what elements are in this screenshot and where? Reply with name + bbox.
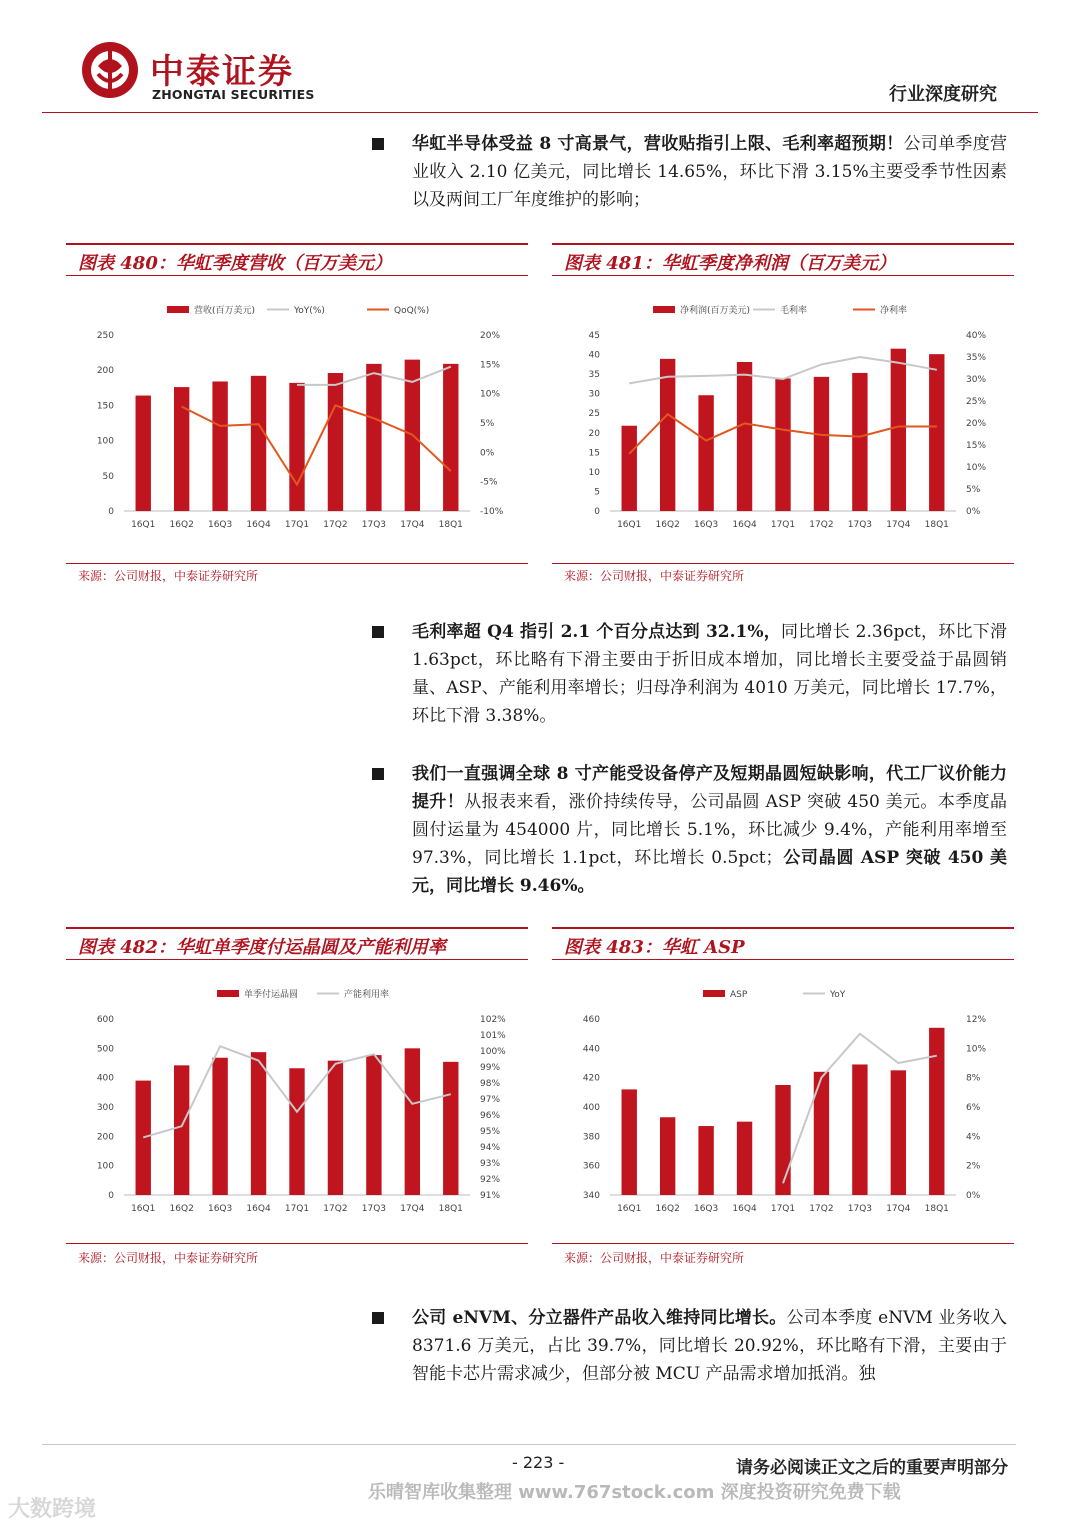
y-tick-label: 15 (588, 448, 600, 459)
chart-483-plot (552, 969, 1014, 1254)
y2-tick-label: 93% (480, 1159, 501, 1169)
bar (289, 383, 304, 511)
chart-title-divider (552, 275, 1014, 276)
y2-tick-label: 10% (966, 1044, 987, 1055)
legend-label: YoY (830, 990, 846, 1000)
y-tick-label: 460 (582, 1015, 600, 1025)
y-tick-label: 5 (594, 487, 600, 498)
y2-tick-label: 10% (480, 389, 501, 400)
y2-tick-label: 95% (480, 1127, 501, 1137)
x-tick-label: 17Q2 (809, 1204, 834, 1214)
bar (251, 376, 266, 511)
y2-tick-label: 15% (966, 441, 987, 451)
x-tick-label: 16Q3 (693, 520, 719, 530)
y2-tick-label: 25% (966, 397, 987, 407)
y2-tick-label: -5% (480, 477, 498, 488)
x-tick-label: 16Q2 (169, 520, 194, 530)
bar (929, 354, 944, 511)
para-bold: 我们一直强调全球 8 寸产能受设备停产及短期晶圆短缺影响，代工厂议价能力提升！ (412, 764, 1007, 812)
bar (443, 1062, 458, 1195)
y-tick-label: 200 (96, 1132, 114, 1143)
x-tick-label: 16Q1 (617, 520, 642, 530)
bar (775, 378, 790, 511)
bar (775, 1085, 790, 1195)
y2-tick-label: 0% (966, 1191, 981, 1201)
bar (737, 1122, 752, 1195)
x-tick-label: 17Q1 (770, 1204, 796, 1214)
y2-tick-label: 97% (480, 1095, 501, 1105)
bullet-icon (372, 138, 384, 150)
chart-482-plot (66, 969, 528, 1254)
bar (212, 381, 227, 511)
page-number: - 223 - (512, 1453, 565, 1472)
x-tick-label: 17Q1 (284, 1204, 310, 1214)
y2-tick-label: 5% (480, 419, 495, 429)
bullet-icon (372, 626, 384, 638)
legend-label: YoY(%) (294, 306, 325, 316)
y2-tick-label: 30% (966, 375, 987, 385)
y2-tick-label: 8% (966, 1073, 981, 1084)
y-tick-label: 300 (96, 1103, 114, 1113)
y-tick-label: 420 (582, 1073, 600, 1084)
bar (136, 1081, 151, 1195)
bar (698, 1126, 713, 1195)
bullet-icon (372, 768, 384, 780)
y-tick-label: 150 (96, 401, 114, 412)
x-tick-label: 18Q1 (438, 520, 463, 530)
x-tick-label: 18Q1 (924, 520, 949, 530)
y-tick-label: 500 (96, 1044, 114, 1055)
bar (136, 396, 151, 511)
legend-label: QoQ(%) (394, 306, 430, 316)
bar (622, 1089, 637, 1195)
y2-tick-label: 96% (480, 1111, 501, 1121)
company-name-cn: 中泰证券 (150, 52, 294, 92)
chart-482 (66, 927, 528, 1274)
x-tick-label: 17Q4 (400, 520, 425, 530)
x-tick-label: 18Q1 (924, 1204, 949, 1214)
bullet-icon (372, 1312, 384, 1324)
y2-tick-label: 15% (480, 360, 501, 371)
x-tick-label: 16Q4 (246, 1204, 271, 1214)
para-text: 公司单季度营业收入 2.10 亿美元，同比增长 14.65%，环比下滑 3.15%主要受季节性因素以及两间工厂年度维护的影响； (412, 134, 1008, 210)
para-text: 从报表来看，涨价持续传导，公司晶圆 ASP 突破 450 美元。本季度晶圆付运量为 454000 片，同比增长 5.1%，环比减少 9.4%，产能利用率增至 97.3%，同比增长 1.1pct，环比增长 0.5pct； (412, 792, 1007, 868)
bottom-logo: 大数跨境 (8, 1497, 97, 1522)
y2-tick-label: 12% (966, 1015, 987, 1025)
chart-title: 图表 481：华虹季度净利润（百万美元） (564, 253, 896, 274)
x-tick-label: 17Q1 (770, 520, 796, 530)
x-tick-label: 16Q1 (131, 1204, 156, 1214)
y-tick-label: 25 (588, 409, 600, 420)
bar (660, 1117, 675, 1195)
x-tick-label: 18Q1 (438, 1204, 463, 1214)
y2-tick-label: 98% (480, 1079, 501, 1089)
x-tick-label: 17Q3 (361, 1204, 387, 1214)
zhongtai-logo-icon (80, 40, 140, 100)
x-tick-label: 17Q3 (361, 520, 387, 530)
bar (891, 349, 906, 511)
bar (366, 364, 381, 511)
legend-label: ASP (730, 990, 748, 1000)
chart-source-divider (552, 1243, 1014, 1244)
legend-swatch-bar (217, 990, 239, 997)
chart-source: 来源：公司财报，中泰证券研究所 (564, 569, 745, 583)
x-tick-label: 16Q1 (617, 1204, 642, 1214)
y2-tick-label: 92% (480, 1175, 501, 1185)
y2-tick-label: 94% (480, 1143, 501, 1153)
bar (328, 373, 343, 511)
chart-title: 图表 480：华虹季度营收（百万美元） (78, 253, 392, 274)
disclaimer-note: 请务必阅读正文之后的重要声明部分 (736, 1458, 1008, 1478)
y-tick-label: 0 (108, 1191, 114, 1201)
y-tick-label: 45 (588, 331, 600, 341)
y-tick-label: 600 (96, 1015, 114, 1025)
chart-title: 图表 483：华虹 ASP (564, 937, 745, 958)
bar (289, 1068, 304, 1195)
para-bold: 华虹半导体受益 8 寸高景气，营收贴指引上限、毛利率超预期！ (412, 134, 904, 154)
y-tick-label: 30 (588, 389, 600, 400)
legend-swatch-bar (653, 306, 675, 313)
x-tick-label: 16Q4 (732, 1204, 757, 1214)
x-tick-label: 16Q4 (246, 520, 271, 530)
chart-title: 图表 482：华虹单季度付运晶圆及产能利用率 (78, 937, 446, 958)
x-tick-label: 16Q2 (655, 520, 680, 530)
x-tick-label: 16Q2 (169, 1204, 194, 1214)
legend-label: 毛利率 (780, 306, 808, 316)
y-tick-label: 380 (582, 1132, 600, 1143)
bar (443, 364, 458, 511)
bar (328, 1061, 343, 1195)
x-tick-label: 16Q2 (655, 1204, 680, 1214)
x-tick-label: 17Q4 (400, 1204, 425, 1214)
bar (929, 1028, 944, 1195)
paragraph-4 (372, 1304, 1007, 1388)
y-tick-label: 100 (96, 436, 114, 447)
chart-source-divider (66, 563, 528, 564)
y-tick-label: 40 (588, 350, 600, 361)
chart-title-divider (66, 275, 528, 276)
y-tick-label: 50 (102, 471, 114, 482)
bar (366, 1055, 381, 1195)
y2-tick-label: 102% (480, 1015, 506, 1025)
y2-tick-label: 35% (966, 353, 987, 363)
x-tick-label: 17Q3 (847, 520, 873, 530)
bar (174, 1065, 189, 1195)
watermark-text: 乐晴智库收集整理 www.767stock.com 深度投资研究免费下载 (368, 1482, 901, 1503)
y-tick-label: 250 (96, 331, 114, 341)
footer-divider (42, 1444, 1016, 1445)
chart-source-divider (66, 1243, 528, 1244)
paragraph-2 (372, 618, 1007, 730)
para-bold-tail: 公司晶圆 ASP 突破 450 美元，同比增长 9.46%。 (412, 848, 1007, 896)
bar (737, 362, 752, 511)
bar (660, 359, 675, 511)
bar (622, 426, 637, 511)
y-tick-label: 35 (588, 370, 600, 381)
bar (891, 1070, 906, 1195)
y2-tick-label: 99% (480, 1063, 501, 1073)
x-tick-label: 16Q3 (207, 1204, 233, 1214)
y-tick-label: 200 (96, 366, 114, 377)
bar (251, 1052, 266, 1195)
x-tick-label: 17Q3 (847, 1204, 873, 1214)
x-tick-label: 16Q3 (207, 520, 233, 530)
bar (212, 1058, 227, 1195)
bar (814, 377, 829, 511)
legend-label: 净利润(百万美元) (680, 306, 751, 316)
y2-tick-label: -10% (480, 507, 504, 517)
chart-source-divider (552, 563, 1014, 564)
y2-tick-label: 100% (480, 1047, 506, 1057)
x-tick-label: 17Q2 (323, 520, 348, 530)
y2-tick-label: 0% (480, 448, 495, 459)
y2-tick-label: 20% (966, 419, 987, 429)
legend-swatch-bar (167, 306, 189, 313)
y2-tick-label: 2% (966, 1161, 981, 1172)
legend-label: 净利率 (880, 306, 908, 316)
bar (174, 387, 189, 511)
y-tick-label: 340 (582, 1191, 600, 1201)
chart-title-divider (552, 959, 1014, 960)
bar (698, 395, 713, 511)
y2-tick-label: 5% (966, 485, 981, 495)
para-bold: 公司 eNVM、分立器件产品收入维持同比增长。 (412, 1308, 787, 1328)
x-tick-label: 17Q4 (886, 1204, 911, 1214)
chart-480-plot (66, 285, 528, 570)
x-tick-label: 17Q1 (284, 520, 310, 530)
chart-481-plot (552, 285, 1014, 570)
report-type: 行业深度研究 (889, 84, 997, 105)
bar (852, 373, 867, 511)
y2-tick-label: 101% (480, 1031, 506, 1041)
y-tick-label: 400 (96, 1073, 114, 1084)
y-tick-label: 20 (588, 428, 600, 439)
chart-483 (552, 927, 1014, 1274)
para-text: 同比增长 2.36pct，环比下滑 1.63pct，环比略有下滑主要由于折旧成本增加，同比增长主要受益于晶圆销量、ASP、产能利用率增长；归母净利润为 4010 万美元，同比增长 17.7%，环比下滑 3.38%。 (412, 622, 1007, 726)
y2-tick-label: 40% (966, 331, 987, 341)
legend-label: 产能利用率 (344, 990, 390, 1000)
y2-tick-label: 91% (480, 1191, 501, 1201)
paragraph-1 (372, 130, 1007, 214)
legend-swatch-bar (703, 990, 725, 997)
chart-480 (66, 243, 528, 590)
paragraph-3 (372, 760, 1007, 900)
y-tick-label: 440 (582, 1044, 600, 1055)
bar (405, 1048, 420, 1195)
chart-481 (552, 243, 1014, 590)
x-tick-label: 17Q2 (323, 1204, 348, 1214)
y-tick-label: 400 (582, 1103, 600, 1113)
y2-tick-label: 6% (966, 1103, 981, 1113)
y-tick-label: 360 (582, 1161, 600, 1172)
x-tick-label: 16Q1 (131, 520, 156, 530)
y2-tick-label: 20% (480, 331, 501, 341)
chart-source: 来源：公司财报，中泰证券研究所 (78, 569, 259, 583)
para-text: 公司本季度 eNVM 业务收入 8371.6 万美元，占比 39.7%，同比增长 20.92%，环比略有下滑，主要由于智能卡芯片需求减少，但部分被 MCU 产品需求增加抵消。独 (412, 1308, 1007, 1384)
bar (852, 1064, 867, 1195)
x-tick-label: 16Q4 (732, 520, 757, 530)
y2-tick-label: 10% (966, 463, 987, 473)
para-bold: 毛利率超 Q4 指引 2.1 个百分点达到 32.1%， (412, 622, 782, 642)
legend-label: 单季付运晶圆 (244, 990, 299, 1000)
y2-tick-label: 4% (966, 1132, 981, 1143)
header-divider (42, 112, 1038, 113)
chart-source: 来源：公司财报，中泰证券研究所 (564, 1251, 745, 1265)
y-tick-label: 100 (96, 1161, 114, 1172)
y-tick-label: 0 (594, 507, 600, 517)
x-tick-label: 17Q2 (809, 520, 834, 530)
company-name-en: ZHONGTAI SECURITIES (152, 87, 315, 102)
y2-tick-label: 0% (966, 507, 981, 517)
chart-source: 来源：公司财报，中泰证券研究所 (78, 1251, 259, 1265)
x-tick-label: 16Q3 (693, 1204, 719, 1214)
chart-title-divider (66, 959, 528, 960)
y-tick-label: 10 (588, 467, 600, 478)
x-tick-label: 17Q4 (886, 520, 911, 530)
y-tick-label: 0 (108, 507, 114, 517)
legend-label: 营收(百万美元) (194, 306, 256, 316)
